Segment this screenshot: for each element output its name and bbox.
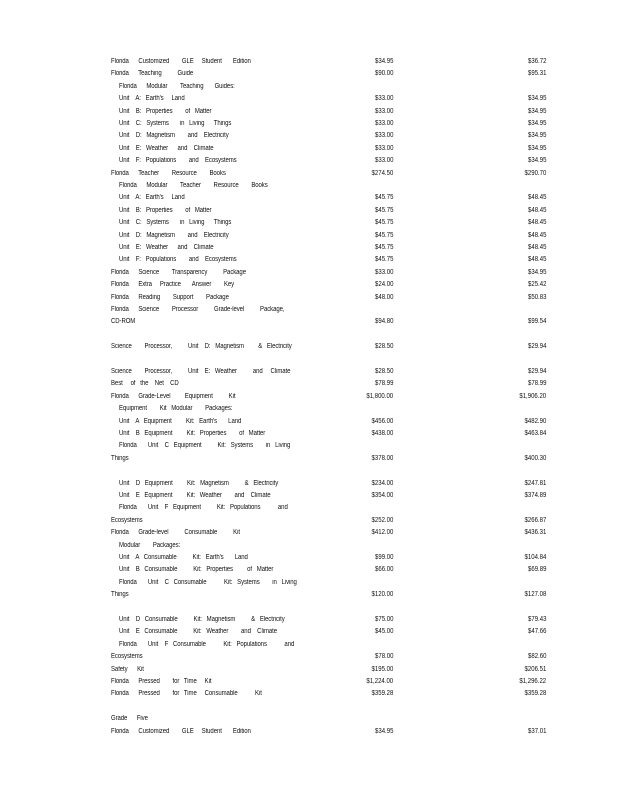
price-list-row <box>0 242 618 254</box>
item-description: Best of the Net CD <box>111 380 179 388</box>
price-column-2: $34.95 <box>527 144 546 152</box>
price-list-row <box>0 651 618 663</box>
price-column-1: $274.50 <box>371 169 393 177</box>
item-description: Florida Customized GLE Student Edition <box>111 727 251 735</box>
price-column-1: $78.99 <box>374 380 393 388</box>
price-column-1: $45.75 <box>374 194 393 202</box>
price-column-2: $127.08 <box>524 591 546 599</box>
price-list-row <box>0 180 618 192</box>
price-list-row <box>0 540 618 552</box>
price-column-2: $25.42 <box>527 281 546 289</box>
price-list-row <box>0 230 618 242</box>
price-column-2: $34.95 <box>527 268 546 276</box>
item-description: Science Processor, Unit D: Magnetism & Electricity <box>111 343 292 351</box>
item-description: Florida Unit C Equipment Kit: Systems in Living <box>119 442 291 450</box>
item-description: Florida Pressed for Time Consumable Kit <box>111 690 262 698</box>
price-column-2: $29.94 <box>527 343 546 351</box>
price-column-1: $33.00 <box>374 95 393 103</box>
price-column-1: $28.50 <box>374 343 393 351</box>
price-column-1: $48.00 <box>374 293 393 301</box>
price-list-row <box>0 713 618 725</box>
price-list-row <box>0 564 618 576</box>
price-list-row <box>0 292 618 304</box>
price-column-2: $104.84 <box>524 554 546 561</box>
item-description: Unit B: Properties of Matter <box>119 206 212 214</box>
item-description: Florida Extra Practice Answer Key <box>111 281 235 289</box>
price-column-2: $48.45 <box>527 194 546 202</box>
item-description: Florida Pressed for Time Kit <box>111 678 212 685</box>
price-list-row <box>0 267 618 279</box>
item-description: Unit C: Systems in Living Things <box>119 219 232 227</box>
price-column-1: $412.00 <box>371 529 393 537</box>
price-list-row <box>0 527 618 539</box>
price-list-row <box>0 93 618 105</box>
price-column-2: $34.95 <box>527 95 546 103</box>
price-column-2: $69.89 <box>527 566 546 574</box>
price-column-1: $99.00 <box>374 554 393 561</box>
item-description: Unit A Consumable Kit: Earth's Land <box>119 554 248 561</box>
price-list-row <box>0 602 618 614</box>
price-column-1: $90.00 <box>374 70 393 78</box>
price-list-row <box>0 502 618 514</box>
price-column-1: $78.00 <box>374 653 393 661</box>
item-description: Florida Reading Support Package <box>111 293 229 301</box>
price-column-2: $95.31 <box>527 70 546 78</box>
price-column-2: $78.99 <box>527 380 546 388</box>
item-description: Unit D: Magnetism and Electricity <box>119 132 229 140</box>
price-column-2: $37.01 <box>527 727 546 735</box>
item-description: Unit E: Weather and Climate <box>119 144 214 152</box>
price-column-2: $359.28 <box>524 690 546 698</box>
price-column-2: $290.70 <box>524 169 546 177</box>
price-column-1: $94.80 <box>374 318 393 326</box>
price-column-1: $234.00 <box>371 479 393 487</box>
price-list-row <box>0 130 618 142</box>
price-list-row <box>0 106 618 118</box>
price-column-2: $47.66 <box>527 628 546 636</box>
price-column-1: $33.00 <box>374 144 393 152</box>
price-column-1: $24.00 <box>374 281 393 289</box>
price-list-row <box>0 279 618 291</box>
price-list-row <box>0 416 618 428</box>
item-description: Unit B Consumable Kit: Properties of Matter <box>119 566 274 574</box>
price-list-row <box>0 205 618 217</box>
item-description: Unit D Equipment Kit: Magnetism & Electricity <box>119 479 279 487</box>
price-column-2: $482.90 <box>524 417 546 425</box>
item-description: Florida Customized GLE Student Edition <box>111 58 251 65</box>
item-description: Florida Modular Teaching Guides: <box>119 82 235 90</box>
price-column-2: $79.43 <box>527 616 546 623</box>
item-description: Unit A: Earth's Land <box>119 95 185 103</box>
price-column-1: $33.00 <box>374 107 393 115</box>
price-column-2: $34.95 <box>527 107 546 115</box>
price-column-1: $34.95 <box>374 58 393 65</box>
price-list-row <box>0 378 618 390</box>
price-column-2: $463.84 <box>524 430 546 437</box>
price-column-2: $34.95 <box>527 120 546 127</box>
item-description: Unit A Equipment Kit: Earth's Land <box>119 417 242 425</box>
price-list-row <box>0 217 618 229</box>
price-list-row <box>0 701 618 713</box>
price-list-row <box>0 453 618 465</box>
price-list-row <box>0 664 618 676</box>
item-description: Unit F: Populations and Ecosystems <box>119 157 237 165</box>
price-column-1: $45.00 <box>374 628 393 636</box>
price-list-row <box>0 478 618 490</box>
price-column-2: $374.89 <box>524 492 546 499</box>
item-description: Unit E Consumable Kit: Weather and Climate <box>119 628 277 636</box>
item-description: Florida Modular Teacher Resource Books <box>119 182 268 189</box>
price-column-2: $1,906.20 <box>519 392 546 400</box>
price-column-2: $50.83 <box>527 293 546 301</box>
item-description: Unit A: Earth's Land <box>119 194 185 202</box>
item-description: Unit E Equipment Kit: Weather and Climate <box>119 492 271 499</box>
price-column-1: $33.00 <box>374 132 393 140</box>
price-column-2: $400.30 <box>524 454 546 462</box>
price-list-row <box>0 639 618 651</box>
price-column-1: $456.00 <box>371 417 393 425</box>
price-column-2: $34.95 <box>527 132 546 140</box>
price-list-row <box>0 552 618 564</box>
price-list-row <box>0 577 618 589</box>
price-column-2: $29.94 <box>527 368 546 375</box>
price-column-1: $195.00 <box>371 665 393 673</box>
item-description: Florida Unit C Consumable Kit: Systems in Living <box>119 578 297 586</box>
item-description: Ecosystems <box>111 653 143 661</box>
price-column-1: $66.00 <box>374 566 393 574</box>
item-description: Unit D Consumable Kit: Magnetism & Electricity <box>119 616 285 623</box>
price-column-1: $252.00 <box>371 516 393 524</box>
item-description: Florida Grade-Level Equipment Kit <box>111 392 236 400</box>
price-list-row <box>0 304 618 316</box>
price-column-2: $247.81 <box>524 479 546 487</box>
price-list-row <box>0 465 618 477</box>
item-description: Florida Unit F Consumable Kit: Populations and <box>119 640 295 648</box>
price-column-1: $34.95 <box>374 727 393 735</box>
price-column-2: $34.95 <box>527 157 546 165</box>
item-description: Florida Unit F Equipment Kit: Populations and <box>119 504 288 512</box>
price-column-1: $45.75 <box>374 219 393 227</box>
price-list-row <box>0 143 618 155</box>
price-list-row <box>0 168 618 180</box>
price-column-2: $48.45 <box>527 206 546 214</box>
item-description: Florida Science Processor Grade-level Package, <box>111 306 285 313</box>
price-column-2: $1,296.22 <box>519 678 546 685</box>
price-column-1: $354.00 <box>371 492 393 499</box>
price-list-row <box>0 391 618 403</box>
item-description: Unit E: Weather and Climate <box>119 244 214 251</box>
price-column-1: $45.75 <box>374 231 393 239</box>
price-column-1: $28.50 <box>374 368 393 375</box>
price-column-2: $36.72 <box>527 58 546 65</box>
price-column-2: $436.31 <box>524 529 546 537</box>
item-description: Ecosystems <box>111 516 143 524</box>
price-column-2: $206.51 <box>524 665 546 673</box>
price-column-2: $48.45 <box>527 231 546 239</box>
item-description: Florida Teacher Resource Books <box>111 169 226 177</box>
price-column-1: $120.00 <box>371 591 393 599</box>
price-column-1: $45.75 <box>374 244 393 251</box>
price-column-1: $438.00 <box>371 430 393 437</box>
price-list-row <box>0 688 618 700</box>
item-description: Florida Teaching Guide <box>111 70 194 78</box>
price-column-1: $33.00 <box>374 157 393 165</box>
price-column-1: $359.28 <box>371 690 393 698</box>
price-list-row <box>0 676 618 688</box>
price-list-row <box>0 515 618 527</box>
item-description: Florida Science Transparency Package <box>111 268 246 276</box>
price-list-row <box>0 614 618 626</box>
price-list-row <box>0 316 618 328</box>
price-column-2: $99.54 <box>527 318 546 326</box>
price-column-1: $33.00 <box>374 268 393 276</box>
item-description: Things <box>111 454 129 462</box>
price-list-row <box>0 440 618 452</box>
price-list-row <box>0 155 618 167</box>
item-description: Unit F: Populations and Ecosystems <box>119 256 237 264</box>
price-list-row <box>0 403 618 415</box>
price-list-row <box>0 68 618 80</box>
price-column-1: $1,224.00 <box>366 678 393 685</box>
price-list-row <box>0 589 618 601</box>
price-list-row <box>0 56 618 68</box>
price-column-1: $378.00 <box>371 454 393 462</box>
item-description: Florida Grade-level Consumable Kit <box>111 529 240 537</box>
item-description: Modular Packages: <box>119 541 181 549</box>
price-list-row <box>0 626 618 638</box>
item-description: Things <box>111 591 129 599</box>
price-column-2: $266.87 <box>524 516 546 524</box>
price-list-row <box>0 490 618 502</box>
price-column-1: $75.00 <box>374 616 393 623</box>
price-list-row <box>0 428 618 440</box>
price-list-row <box>0 254 618 266</box>
price-column-1: $45.75 <box>374 256 393 264</box>
price-list-row <box>0 192 618 204</box>
price-column-2: $48.45 <box>527 244 546 251</box>
item-description: Unit B: Properties of Matter <box>119 107 212 115</box>
item-description: Equipment Kit Modular Packages: <box>119 405 233 413</box>
price-list-row <box>0 354 618 366</box>
price-column-2: $48.45 <box>527 256 546 264</box>
price-column-1: $1,800.00 <box>366 392 393 400</box>
price-list-row <box>0 726 618 738</box>
item-description: Unit B Equipment Kit: Properties of Matter <box>119 430 266 437</box>
price-column-1: $33.00 <box>374 120 393 127</box>
item-description: Unit C: Systems in Living Things <box>119 120 232 127</box>
item-description: Science Processor, Unit E: Weather and Climate <box>111 368 291 375</box>
price-column-2: $82.60 <box>527 653 546 661</box>
price-list-row <box>0 366 618 378</box>
price-list-row <box>0 329 618 341</box>
price-list-row <box>0 341 618 353</box>
item-description: Grade Five <box>111 715 148 723</box>
price-list-row <box>0 118 618 130</box>
item-description: Unit D: Magnetism and Electricity <box>119 231 229 239</box>
price-list-row <box>0 81 618 93</box>
item-description: Safety Kit <box>111 665 144 673</box>
price-column-1: $45.75 <box>374 206 393 214</box>
price-column-2: $48.45 <box>527 219 546 227</box>
item-description: CD-ROM <box>111 318 136 326</box>
